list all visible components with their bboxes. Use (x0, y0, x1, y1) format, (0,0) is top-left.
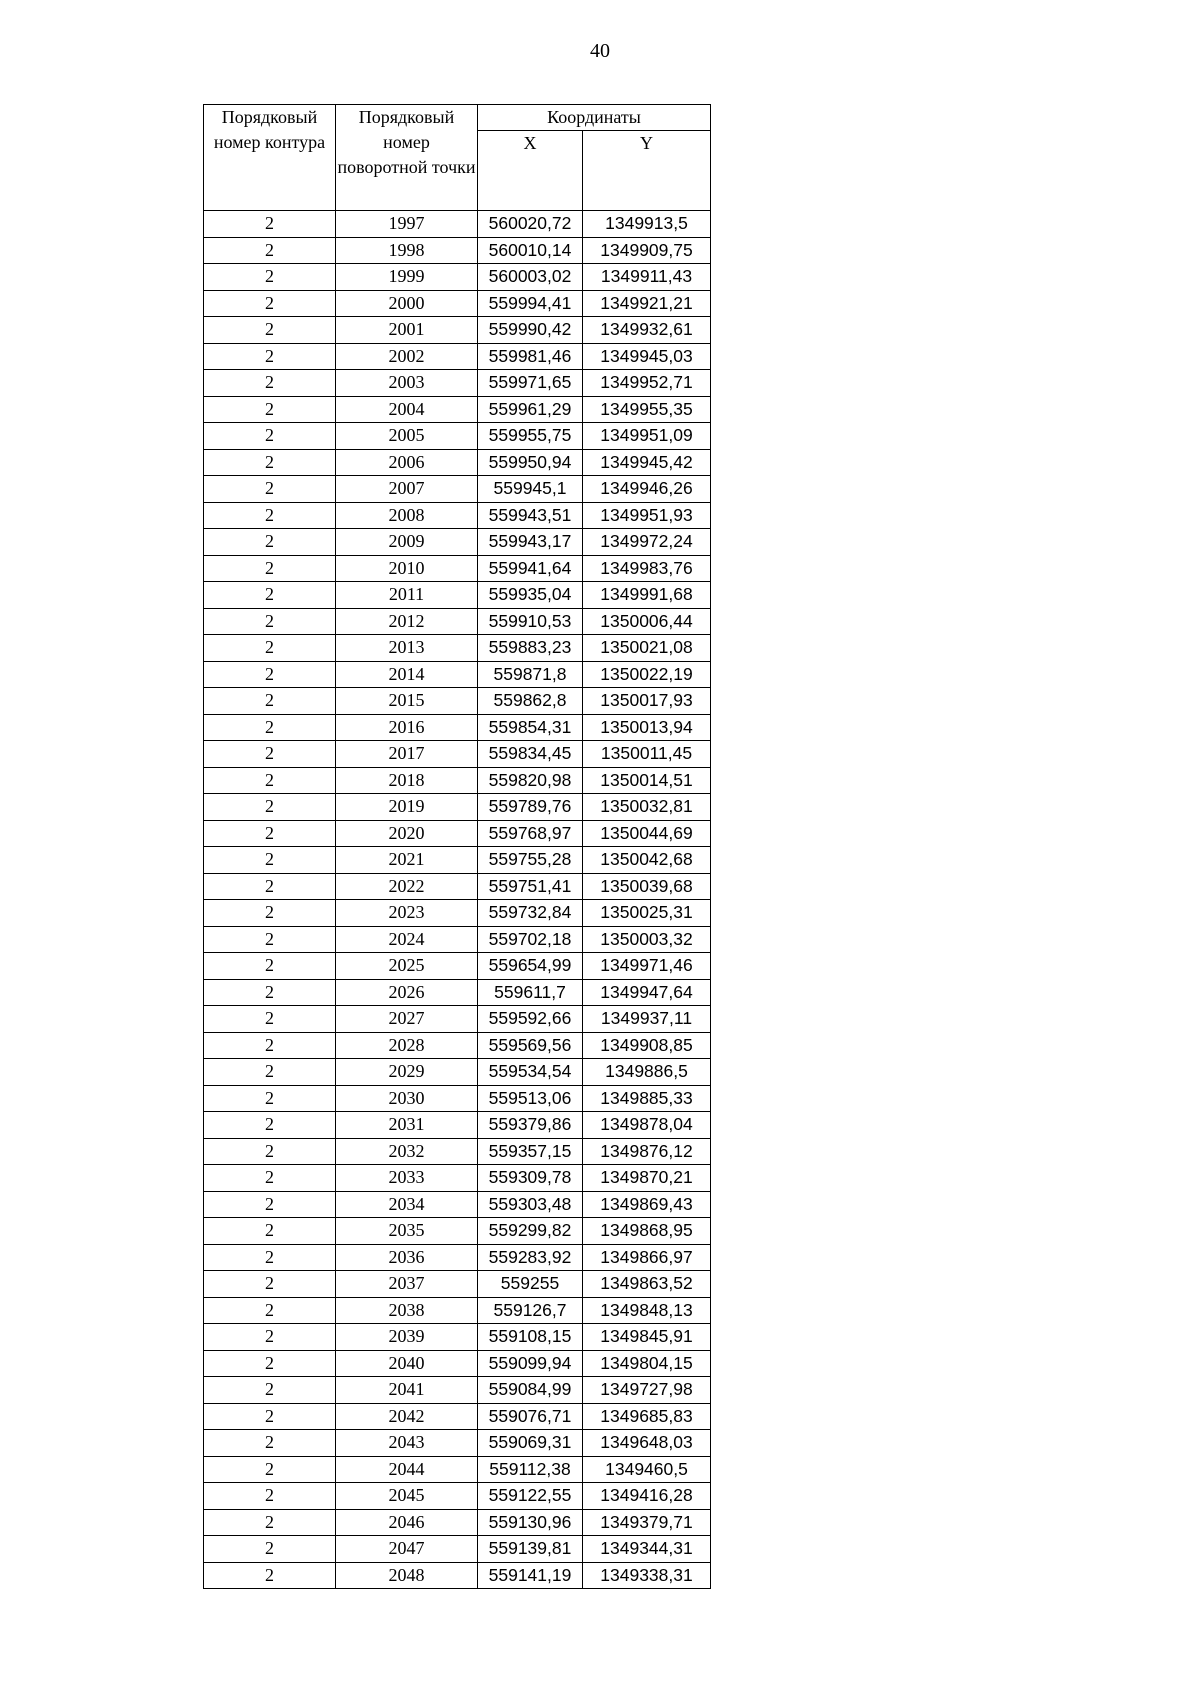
cell-y: 1349972,24 (583, 529, 711, 556)
table-row (204, 582, 711, 609)
table-row (204, 1297, 711, 1324)
cell-contour: 2 (204, 449, 336, 476)
table-row (204, 264, 711, 291)
table-row (204, 635, 711, 662)
table-row (204, 714, 711, 741)
cell-contour: 2 (204, 714, 336, 741)
cell-y: 1350039,68 (583, 873, 711, 900)
cell-x: 559534,54 (478, 1059, 583, 1086)
cell-y: 1349869,43 (583, 1191, 711, 1218)
cell-y: 1349951,93 (583, 502, 711, 529)
cell-contour: 2 (204, 1562, 336, 1589)
cell-x: 559768,97 (478, 820, 583, 847)
table-row (204, 661, 711, 688)
coordinates-table (203, 104, 711, 1589)
cell-contour: 2 (204, 794, 336, 821)
cell-y: 1349876,12 (583, 1138, 711, 1165)
cell-y: 1349868,95 (583, 1218, 711, 1245)
cell-y: 1350044,69 (583, 820, 711, 847)
cell-x: 559309,78 (478, 1165, 583, 1192)
cell-point: 2008 (336, 502, 478, 529)
cell-x: 560010,14 (478, 237, 583, 264)
cell-x: 559303,48 (478, 1191, 583, 1218)
table-row (204, 1006, 711, 1033)
cell-x: 559569,56 (478, 1032, 583, 1059)
cell-x: 559943,17 (478, 529, 583, 556)
cell-point: 2009 (336, 529, 478, 556)
cell-contour: 2 (204, 767, 336, 794)
table-row (204, 1191, 711, 1218)
cell-point: 2025 (336, 953, 478, 980)
table-row (204, 741, 711, 768)
cell-x: 559789,76 (478, 794, 583, 821)
cell-point: 2038 (336, 1297, 478, 1324)
table-row (204, 1430, 711, 1457)
cell-x: 559820,98 (478, 767, 583, 794)
cell-x: 560003,02 (478, 264, 583, 291)
cell-x: 560020,72 (478, 211, 583, 238)
cell-contour: 2 (204, 502, 336, 529)
cell-point: 2026 (336, 979, 478, 1006)
cell-point: 1998 (336, 237, 478, 264)
cell-x: 559299,82 (478, 1218, 583, 1245)
cell-y: 1349911,43 (583, 264, 711, 291)
cell-x: 559084,99 (478, 1377, 583, 1404)
cell-point: 1999 (336, 264, 478, 291)
cell-y: 1350022,19 (583, 661, 711, 688)
table-row (204, 237, 711, 264)
cell-x: 559935,04 (478, 582, 583, 609)
cell-point: 2010 (336, 555, 478, 582)
cell-point: 2024 (336, 926, 478, 953)
cell-y: 1349932,61 (583, 317, 711, 344)
table-row (204, 529, 711, 556)
cell-y: 1349863,52 (583, 1271, 711, 1298)
cell-x: 559755,28 (478, 847, 583, 874)
table-row (204, 1085, 711, 1112)
cell-x: 559122,55 (478, 1483, 583, 1510)
table-row (204, 1562, 711, 1589)
cell-point: 2047 (336, 1536, 478, 1563)
cell-y: 1349416,28 (583, 1483, 711, 1510)
cell-x: 559069,31 (478, 1430, 583, 1457)
cell-contour: 2 (204, 1430, 336, 1457)
header-coordinates: Координаты (478, 105, 711, 131)
cell-contour: 2 (204, 1138, 336, 1165)
cell-y: 1350003,32 (583, 926, 711, 953)
cell-y: 1349991,68 (583, 582, 711, 609)
cell-contour: 2 (204, 555, 336, 582)
cell-y: 1349685,83 (583, 1403, 711, 1430)
cell-point: 2027 (336, 1006, 478, 1033)
table-row (204, 449, 711, 476)
table-row (204, 1403, 711, 1430)
cell-contour: 2 (204, 661, 336, 688)
table-row (204, 1483, 711, 1510)
cell-point: 2036 (336, 1244, 478, 1271)
cell-point: 2003 (336, 370, 478, 397)
table-row (204, 1456, 711, 1483)
table-row (204, 1324, 711, 1351)
cell-y: 1349344,31 (583, 1536, 711, 1563)
cell-contour: 2 (204, 926, 336, 953)
cell-contour: 2 (204, 1377, 336, 1404)
cell-x: 559945,1 (478, 476, 583, 503)
cell-x: 559255 (478, 1271, 583, 1298)
cell-contour: 2 (204, 1059, 336, 1086)
cell-point: 2030 (336, 1085, 478, 1112)
cell-contour: 2 (204, 211, 336, 238)
cell-x: 559732,84 (478, 900, 583, 927)
cell-point: 2022 (336, 873, 478, 900)
table-row (204, 820, 711, 847)
cell-point: 2037 (336, 1271, 478, 1298)
cell-contour: 2 (204, 1165, 336, 1192)
cell-point: 2040 (336, 1350, 478, 1377)
table-row (204, 1032, 711, 1059)
cell-contour: 2 (204, 423, 336, 450)
header-point-number: Порядковый номер поворотной точки (336, 105, 478, 211)
cell-x: 559141,19 (478, 1562, 583, 1589)
table-row (204, 370, 711, 397)
cell-point: 2004 (336, 396, 478, 423)
cell-point: 2001 (336, 317, 478, 344)
cell-y: 1349804,15 (583, 1350, 711, 1377)
cell-contour: 2 (204, 1456, 336, 1483)
cell-point: 2023 (336, 900, 478, 927)
cell-y: 1349886,5 (583, 1059, 711, 1086)
table-row (204, 767, 711, 794)
table-row (204, 1350, 711, 1377)
cell-contour: 2 (204, 820, 336, 847)
table-row (204, 1244, 711, 1271)
table-row (204, 1112, 711, 1139)
cell-y: 1349947,64 (583, 979, 711, 1006)
cell-point: 2016 (336, 714, 478, 741)
table-row (204, 502, 711, 529)
cell-x: 559513,06 (478, 1085, 583, 1112)
table-row (204, 317, 711, 344)
cell-y: 1350025,31 (583, 900, 711, 927)
cell-y: 1349648,03 (583, 1430, 711, 1457)
cell-point: 2043 (336, 1430, 478, 1457)
cell-y: 1349908,85 (583, 1032, 711, 1059)
cell-x: 559854,31 (478, 714, 583, 741)
cell-y: 1349866,97 (583, 1244, 711, 1271)
cell-x: 559943,51 (478, 502, 583, 529)
header-contour-number: Порядковый номер контура (204, 105, 336, 211)
cell-y: 1349909,75 (583, 237, 711, 264)
table-row (204, 1377, 711, 1404)
table-row (204, 211, 711, 238)
table-row (204, 1138, 711, 1165)
cell-y: 1349945,03 (583, 343, 711, 370)
cell-contour: 2 (204, 979, 336, 1006)
cell-point: 2015 (336, 688, 478, 715)
table-row (204, 873, 711, 900)
cell-x: 559871,8 (478, 661, 583, 688)
cell-x: 559883,23 (478, 635, 583, 662)
cell-contour: 2 (204, 873, 336, 900)
cell-point: 2005 (336, 423, 478, 450)
cell-contour: 2 (204, 317, 336, 344)
table-row (204, 1059, 711, 1086)
cell-contour: 2 (204, 1085, 336, 1112)
cell-y: 1349460,5 (583, 1456, 711, 1483)
page-number: 40 (590, 40, 610, 62)
cell-point: 2042 (336, 1403, 478, 1430)
table-row (204, 1218, 711, 1245)
table-row (204, 953, 711, 980)
cell-y: 1349845,91 (583, 1324, 711, 1351)
cell-x: 559112,38 (478, 1456, 583, 1483)
cell-point: 2029 (336, 1059, 478, 1086)
cell-point: 2000 (336, 290, 478, 317)
cell-point: 2039 (336, 1324, 478, 1351)
cell-contour: 2 (204, 237, 336, 264)
table-row (204, 688, 711, 715)
cell-contour: 2 (204, 1350, 336, 1377)
cell-y: 1349727,98 (583, 1377, 711, 1404)
cell-y: 1349921,21 (583, 290, 711, 317)
cell-x: 559910,53 (478, 608, 583, 635)
cell-x: 559971,65 (478, 370, 583, 397)
cell-point: 2002 (336, 343, 478, 370)
cell-y: 1349955,35 (583, 396, 711, 423)
cell-x: 559941,64 (478, 555, 583, 582)
cell-point: 2014 (336, 661, 478, 688)
cell-contour: 2 (204, 900, 336, 927)
cell-y: 1349937,11 (583, 1006, 711, 1033)
cell-x: 559108,15 (478, 1324, 583, 1351)
cell-x: 559076,71 (478, 1403, 583, 1430)
cell-contour: 2 (204, 688, 336, 715)
cell-y: 1349913,5 (583, 211, 711, 238)
table-row (204, 847, 711, 874)
cell-x: 559126,7 (478, 1297, 583, 1324)
table-row (204, 1509, 711, 1536)
table-row (204, 979, 711, 1006)
cell-y: 1350013,94 (583, 714, 711, 741)
table-row (204, 476, 711, 503)
cell-point: 2013 (336, 635, 478, 662)
cell-point: 2031 (336, 1112, 478, 1139)
cell-y: 1349952,71 (583, 370, 711, 397)
cell-x: 559955,75 (478, 423, 583, 450)
cell-contour: 2 (204, 1297, 336, 1324)
cell-y: 1349946,26 (583, 476, 711, 503)
cell-contour: 2 (204, 953, 336, 980)
cell-point: 2021 (336, 847, 478, 874)
cell-point: 2032 (336, 1138, 478, 1165)
cell-x: 559950,94 (478, 449, 583, 476)
cell-point: 2018 (336, 767, 478, 794)
cell-point: 2034 (336, 1191, 478, 1218)
cell-contour: 2 (204, 1032, 336, 1059)
cell-contour: 2 (204, 1244, 336, 1271)
table-body (204, 211, 711, 1589)
table-row (204, 608, 711, 635)
cell-contour: 2 (204, 343, 336, 370)
cell-contour: 2 (204, 1403, 336, 1430)
cell-x: 559139,81 (478, 1536, 583, 1563)
cell-y: 1349951,09 (583, 423, 711, 450)
table-row (204, 900, 711, 927)
cell-y: 1349338,31 (583, 1562, 711, 1589)
cell-y: 1350042,68 (583, 847, 711, 874)
table-row (204, 1165, 711, 1192)
table-row (204, 423, 711, 450)
cell-point: 1997 (336, 211, 478, 238)
table-row (204, 926, 711, 953)
cell-contour: 2 (204, 1536, 336, 1563)
table-row (204, 1536, 711, 1563)
cell-point: 2028 (336, 1032, 478, 1059)
cell-x: 559702,18 (478, 926, 583, 953)
cell-contour: 2 (204, 847, 336, 874)
table-row (204, 290, 711, 317)
cell-contour: 2 (204, 1509, 336, 1536)
cell-contour: 2 (204, 608, 336, 635)
cell-point: 2048 (336, 1562, 478, 1589)
cell-y: 1349945,42 (583, 449, 711, 476)
cell-x: 559990,42 (478, 317, 583, 344)
table-row (204, 794, 711, 821)
cell-x: 559379,86 (478, 1112, 583, 1139)
cell-y: 1350006,44 (583, 608, 711, 635)
header-x: X (478, 131, 583, 211)
table-row (204, 555, 711, 582)
cell-x: 559862,8 (478, 688, 583, 715)
cell-contour: 2 (204, 1112, 336, 1139)
cell-point: 2011 (336, 582, 478, 609)
cell-contour: 2 (204, 582, 336, 609)
cell-x: 559357,15 (478, 1138, 583, 1165)
cell-y: 1349848,13 (583, 1297, 711, 1324)
cell-point: 2007 (336, 476, 478, 503)
cell-x: 559981,46 (478, 343, 583, 370)
cell-y: 1349379,71 (583, 1509, 711, 1536)
cell-contour: 2 (204, 1006, 336, 1033)
cell-point: 2033 (336, 1165, 478, 1192)
cell-y: 1349885,33 (583, 1085, 711, 1112)
cell-contour: 2 (204, 1483, 336, 1510)
cell-point: 2006 (336, 449, 478, 476)
cell-x: 559130,96 (478, 1509, 583, 1536)
table-row (204, 343, 711, 370)
cell-x: 559654,99 (478, 953, 583, 980)
table-row (204, 1271, 711, 1298)
cell-contour: 2 (204, 1271, 336, 1298)
cell-x: 559994,41 (478, 290, 583, 317)
cell-x: 559611,7 (478, 979, 583, 1006)
cell-point: 2045 (336, 1483, 478, 1510)
cell-contour: 2 (204, 396, 336, 423)
cell-point: 2019 (336, 794, 478, 821)
cell-y: 1350021,08 (583, 635, 711, 662)
cell-x: 559592,66 (478, 1006, 583, 1033)
table-row (204, 396, 711, 423)
cell-y: 1350014,51 (583, 767, 711, 794)
cell-y: 1349983,76 (583, 555, 711, 582)
cell-y: 1350017,93 (583, 688, 711, 715)
cell-point: 2020 (336, 820, 478, 847)
cell-y: 1349870,21 (583, 1165, 711, 1192)
cell-x: 559834,45 (478, 741, 583, 768)
cell-point: 2035 (336, 1218, 478, 1245)
cell-x: 559283,92 (478, 1244, 583, 1271)
cell-y: 1349971,46 (583, 953, 711, 980)
cell-x: 559961,29 (478, 396, 583, 423)
cell-point: 2041 (336, 1377, 478, 1404)
cell-contour: 2 (204, 1324, 336, 1351)
cell-contour: 2 (204, 1191, 336, 1218)
cell-contour: 2 (204, 370, 336, 397)
cell-contour: 2 (204, 1218, 336, 1245)
cell-y: 1349878,04 (583, 1112, 711, 1139)
cell-contour: 2 (204, 635, 336, 662)
cell-point: 2017 (336, 741, 478, 768)
cell-contour: 2 (204, 476, 336, 503)
cell-contour: 2 (204, 529, 336, 556)
cell-point: 2046 (336, 1509, 478, 1536)
cell-contour: 2 (204, 264, 336, 291)
cell-contour: 2 (204, 290, 336, 317)
cell-point: 2012 (336, 608, 478, 635)
cell-y: 1350032,81 (583, 794, 711, 821)
cell-point: 2044 (336, 1456, 478, 1483)
cell-x: 559099,94 (478, 1350, 583, 1377)
cell-contour: 2 (204, 741, 336, 768)
cell-x: 559751,41 (478, 873, 583, 900)
header-y: Y (583, 131, 711, 211)
cell-y: 1350011,45 (583, 741, 711, 768)
